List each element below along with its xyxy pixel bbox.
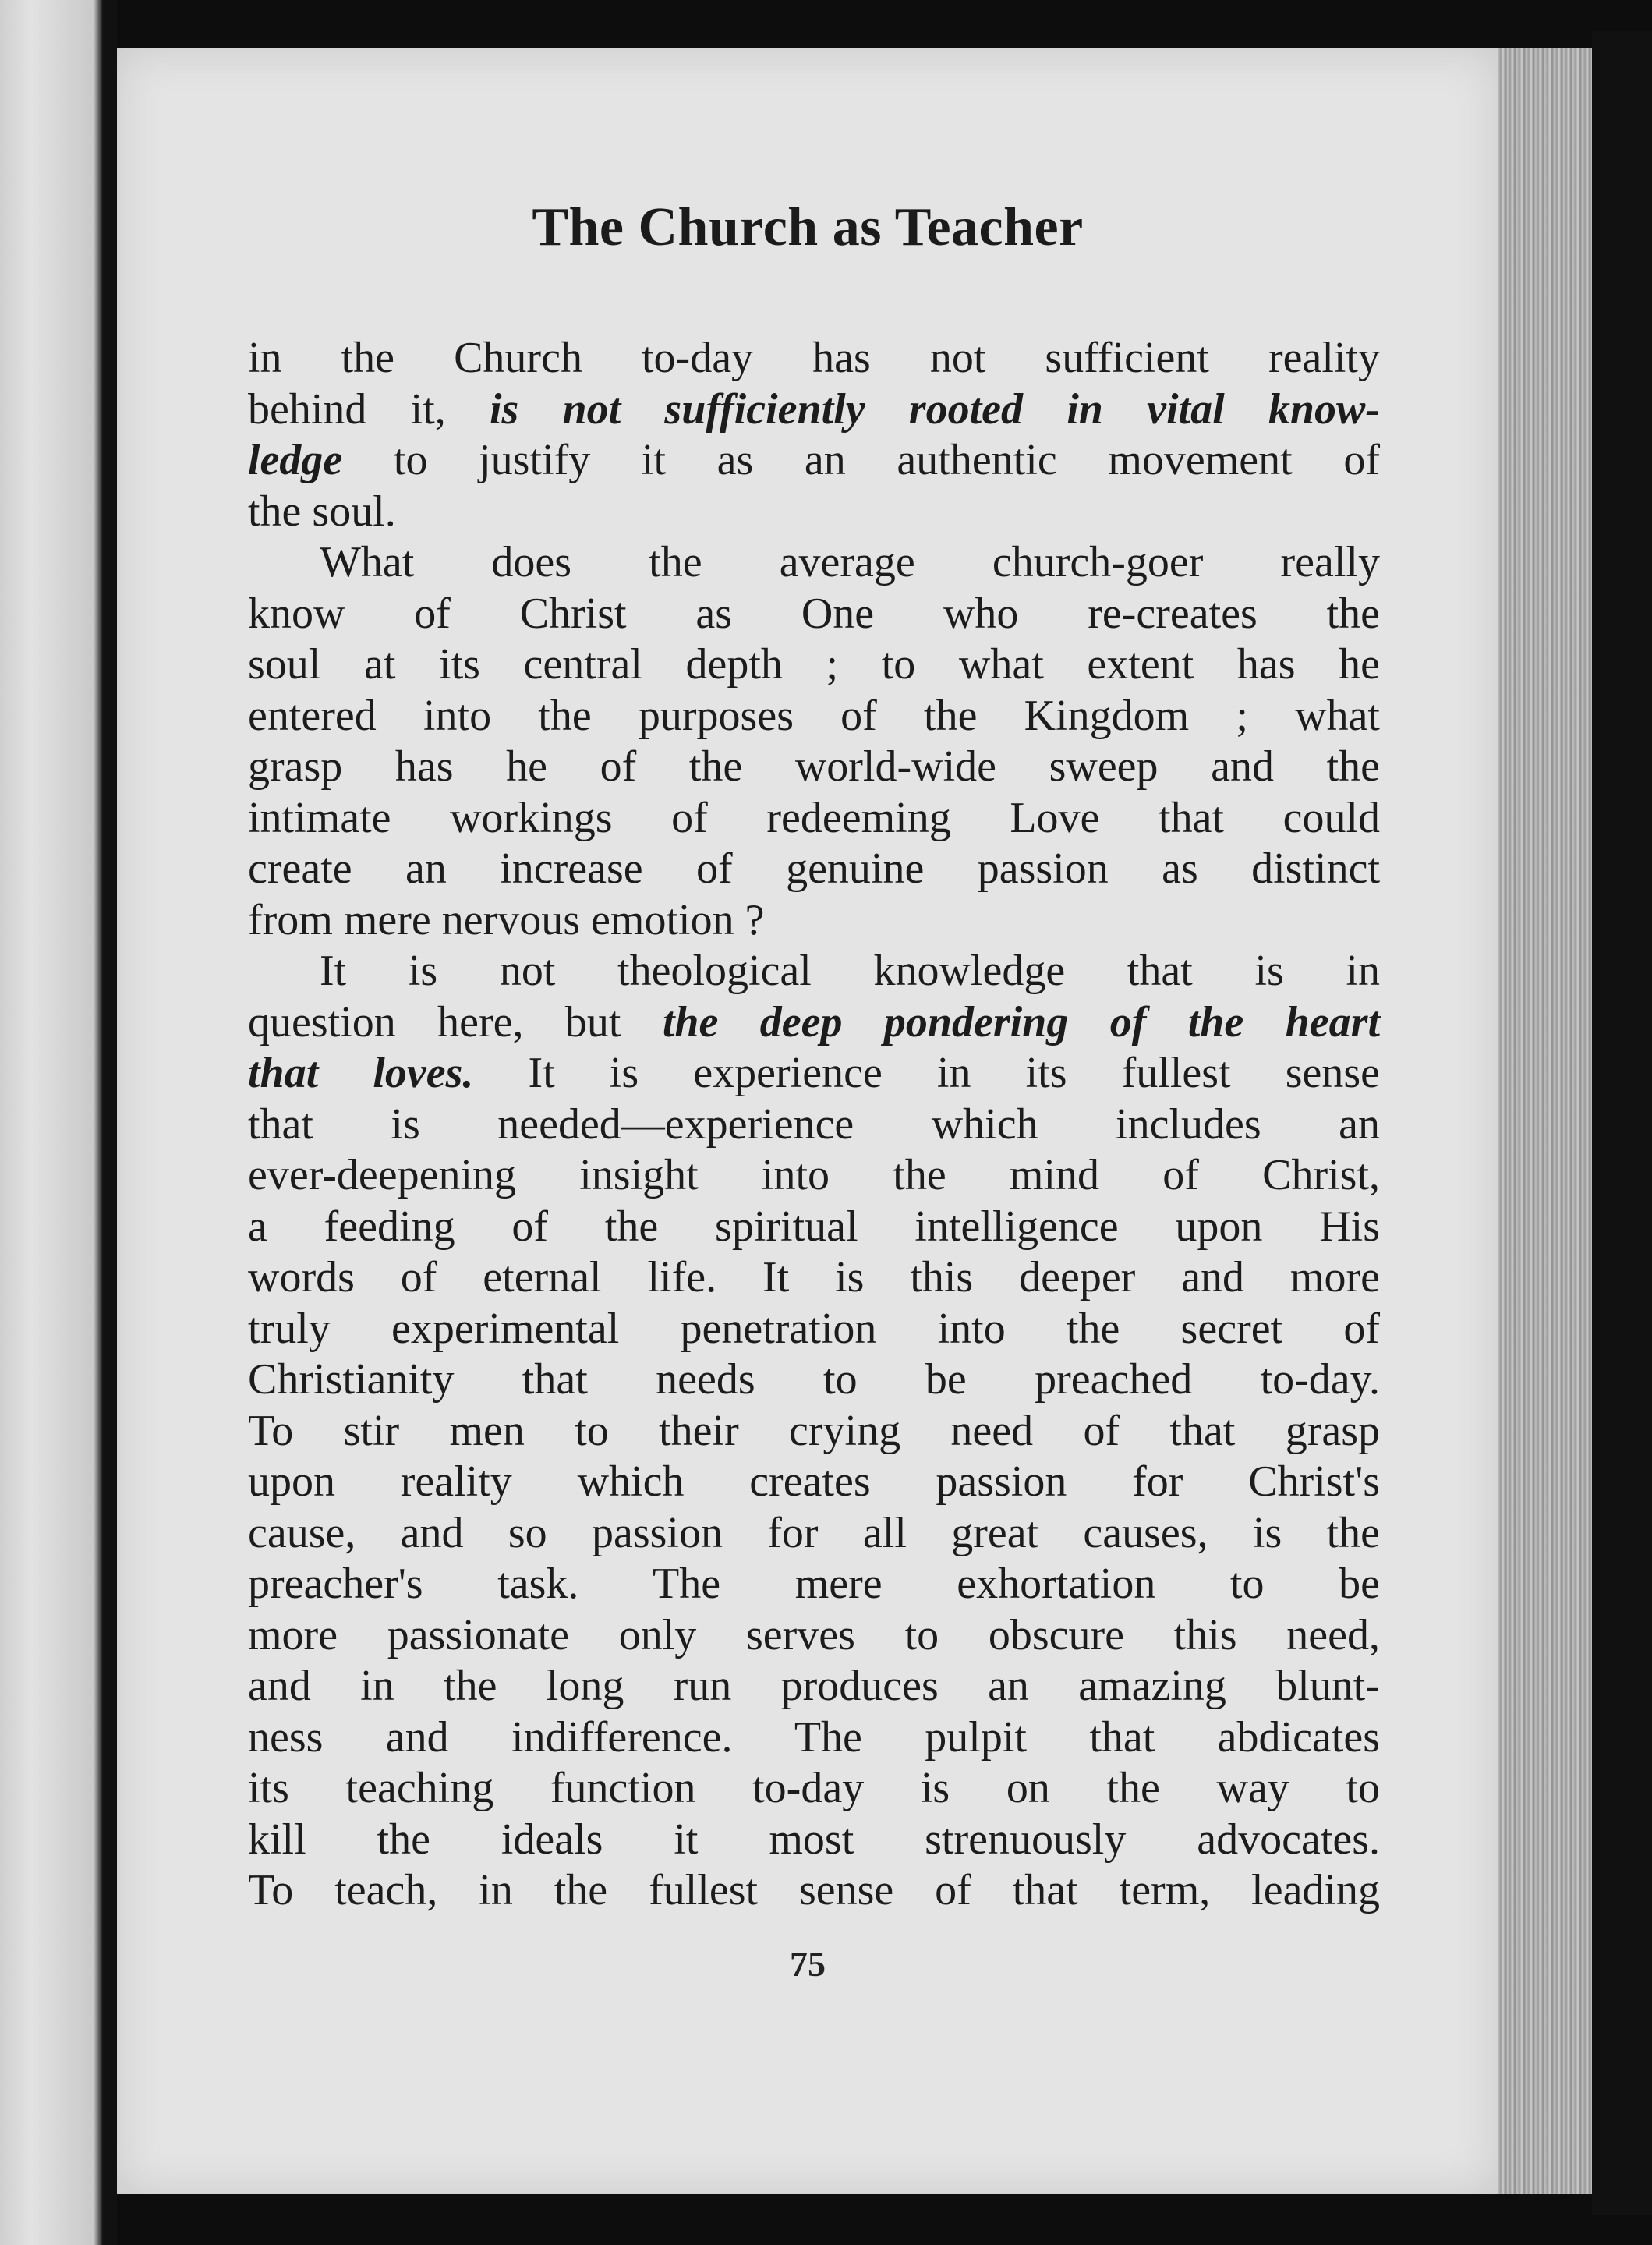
- text-line: [248, 435, 1380, 487]
- italic-emphasis: is not sufficiently rooted in vital know-: [489, 384, 1381, 434]
- body-text: [248, 333, 1380, 1917]
- text-run: upon reality which creates passion for Christ's: [248, 1457, 1380, 1506]
- text-line: [248, 793, 1380, 845]
- text-line: [248, 589, 1380, 640]
- text-run: the soul.: [248, 487, 396, 536]
- book-page: [117, 48, 1498, 2194]
- text-line: [248, 1048, 1380, 1099]
- text-run: its teaching function to-day is on the way to: [248, 1764, 1380, 1812]
- text-run: behind it,: [248, 384, 490, 434]
- text-run: cause, and so passion for all great causes, is the: [248, 1508, 1380, 1557]
- text-line: [248, 1763, 1380, 1815]
- text-run: Christianity that needs to be preached to-day.: [248, 1355, 1380, 1404]
- page-stack-edge: [1498, 48, 1592, 2194]
- text-run: It is not theological knowledge that is in: [320, 947, 1380, 995]
- text-run: in the Church to-day has not sufficient reality: [248, 334, 1380, 382]
- text-run: entered into the purposes of the Kingdom ; what: [248, 691, 1380, 740]
- text-line: [248, 333, 1380, 384]
- text-run: intimate workings of redeeming Love that could: [248, 793, 1380, 842]
- text-run: to justify it as an authentic movement of: [342, 436, 1380, 484]
- running-head: The Church as Teacher: [532, 197, 1084, 257]
- text-line: [248, 997, 1380, 1049]
- text-run: It is experience in its fullest sense: [473, 1049, 1380, 1097]
- text-run: question here, but: [248, 997, 663, 1046]
- text-run: kill the ideals it most strenuously advocates.: [248, 1815, 1380, 1864]
- text-run: that is needed—experience which includes an: [248, 1099, 1380, 1149]
- text-line: [248, 1865, 1380, 1917]
- left-page-edge: [0, 0, 117, 2245]
- text-run: ever-deepening insight into the mind of Christ,: [248, 1151, 1380, 1199]
- text-run: ness and indifference. The pulpit that abdicates: [248, 1712, 1380, 1762]
- text-line: [248, 895, 1380, 947]
- text-line: [248, 1202, 1380, 1253]
- text-line: [248, 1406, 1380, 1457]
- text-line: [248, 1457, 1380, 1508]
- text-run: grasp has he of the world-wide sweep and the: [248, 742, 1380, 791]
- book-edge-shadow: [1592, 31, 1652, 2215]
- text-line: [248, 1712, 1380, 1764]
- text-line: [248, 487, 1380, 538]
- italic-emphasis: ledge: [248, 436, 343, 484]
- text-line: [248, 537, 1380, 589]
- text-line: [248, 1304, 1380, 1355]
- page-number: 75: [790, 1944, 826, 1984]
- text-run: a feeding of the spiritual intelligence upon His: [248, 1202, 1380, 1251]
- text-run: know of Christ as One who re-creates the: [248, 589, 1380, 638]
- text-run: words of eternal life. It is this deeper and more: [248, 1253, 1380, 1301]
- text-line: [248, 384, 1380, 436]
- text-line: [248, 691, 1380, 742]
- text-line: [248, 844, 1380, 895]
- text-line: [248, 1508, 1380, 1560]
- text-line: [248, 1354, 1380, 1406]
- text-run: more passionate only serves to obscure this need,: [248, 1610, 1380, 1659]
- text-run: What does the average church-goer really: [320, 538, 1380, 586]
- text-run: To stir men to their crying need of that grasp: [248, 1406, 1380, 1455]
- text-run: and in the long run produces an amazing blunt-: [248, 1662, 1380, 1710]
- text-line: [248, 1559, 1380, 1610]
- text-line: [248, 1661, 1380, 1712]
- text-line: [248, 946, 1380, 997]
- text-run: preacher's task. The mere exhortation to be: [248, 1560, 1380, 1608]
- text-line: [248, 1815, 1380, 1866]
- italic-emphasis: the deep pondering of the heart: [662, 997, 1381, 1046]
- text-line: [248, 1150, 1380, 1202]
- text-line: [248, 1252, 1380, 1304]
- text-run: truly experimental penetration into the secret of: [248, 1304, 1380, 1353]
- text-line: [248, 742, 1380, 793]
- text-run: To teach, in the fullest sense of that term, leading: [248, 1866, 1380, 1914]
- text-line: [248, 1610, 1380, 1662]
- text-run: create an increase of genuine passion as distinct: [248, 845, 1380, 893]
- text-run: soul at its central depth ; to what extent has he: [248, 640, 1380, 689]
- text-run: from mere nervous emotion ?: [248, 895, 765, 944]
- text-line: [248, 639, 1380, 691]
- italic-emphasis: that loves.: [248, 1049, 474, 1097]
- text-line: [248, 1099, 1380, 1151]
